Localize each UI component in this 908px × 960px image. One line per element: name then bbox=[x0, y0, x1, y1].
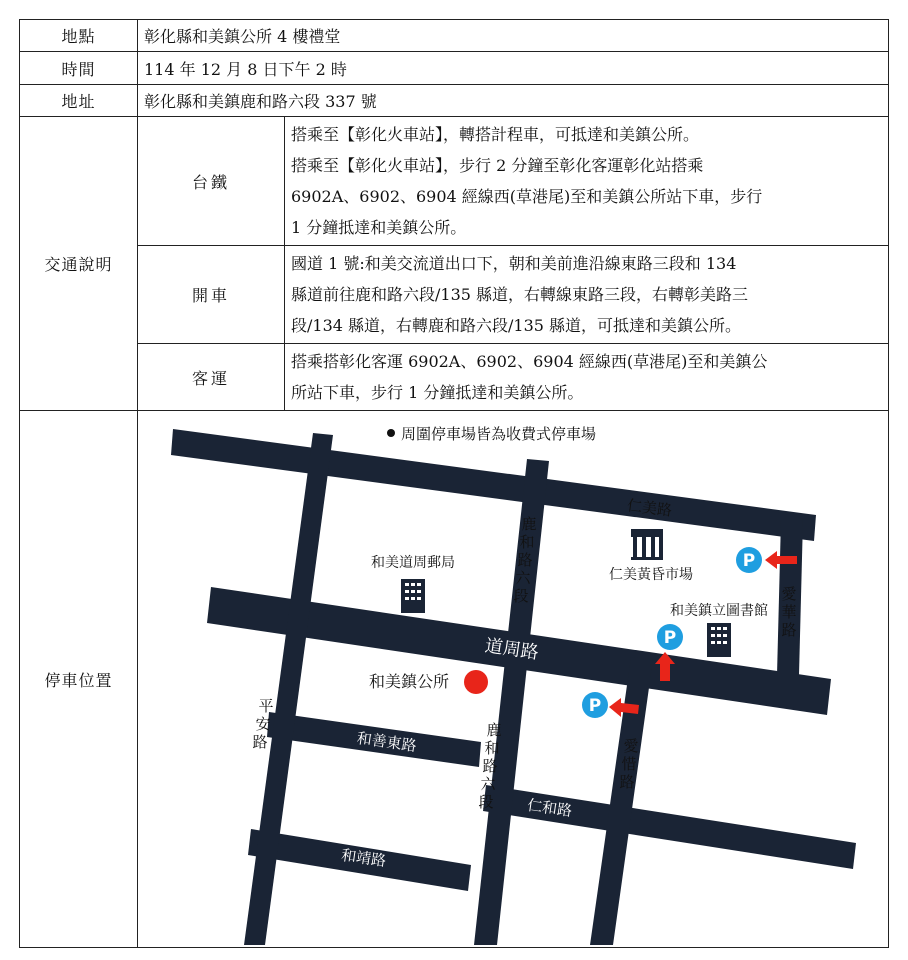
bus-description bbox=[285, 344, 889, 411]
market-label: 仁美黃昏市場 bbox=[609, 567, 693, 583]
svg-text:安: 安 bbox=[255, 715, 271, 733]
svg-text:路: 路 bbox=[781, 621, 797, 639]
parking-map-cell bbox=[138, 411, 889, 948]
svg-text:鹿: 鹿 bbox=[521, 515, 537, 533]
time-label: 時間 bbox=[20, 52, 138, 85]
road-label-heshan-east: 和善東路 bbox=[355, 728, 418, 756]
drive-line: 段/134 縣道，右轉鹿和路六段/135 縣道，可抵達和美鎮公所。 bbox=[291, 316, 742, 335]
bus-label: 客運 bbox=[138, 344, 285, 411]
drive-description bbox=[285, 246, 889, 344]
parking-map bbox=[138, 411, 888, 947]
svg-text:P: P bbox=[588, 696, 602, 716]
svg-text:華: 華 bbox=[781, 603, 797, 621]
rail-line: 6902A、6902、6904 經線西(草港尾)至和美鎮公所站下車，步行 bbox=[291, 187, 763, 206]
svg-text:愛: 愛 bbox=[781, 585, 797, 603]
location-value: 彰化縣和美鎮公所 4 樓禮堂 bbox=[138, 20, 889, 52]
road-renmei bbox=[171, 429, 816, 541]
road-luhe bbox=[474, 459, 549, 945]
svg-text:P: P bbox=[663, 628, 677, 648]
svg-text:惜: 惜 bbox=[621, 755, 637, 773]
road-label-renmei: 仁美路 bbox=[626, 496, 674, 520]
transport-label: 交通說明 bbox=[20, 117, 138, 411]
rail-line: 搭乘至【彰化火車站】，轉搭計程車，可抵達和美鎮公所。 bbox=[291, 125, 700, 144]
drive-line: 國道 1 號:和美交流道出口下，朝和美前進沿線東路三段和 134 bbox=[291, 254, 737, 273]
svg-text:和: 和 bbox=[519, 533, 535, 551]
svg-text:六: 六 bbox=[515, 569, 531, 587]
library-building-icon bbox=[707, 623, 731, 657]
svg-text:鹿: 鹿 bbox=[486, 721, 502, 739]
map-note: 周圍停車場皆為收費式停車場 bbox=[401, 425, 597, 443]
rail-description bbox=[285, 117, 889, 246]
svg-text:路: 路 bbox=[252, 733, 268, 751]
road-label-pingan bbox=[252, 697, 273, 751]
road-label-daozhou: 道周路 bbox=[483, 635, 540, 664]
rail-label: 台鐵 bbox=[138, 117, 285, 246]
svg-text:路: 路 bbox=[517, 551, 533, 569]
town-office-label: 和美鎮公所 bbox=[368, 672, 450, 691]
bus-line: 所站下車，步行 1 分鐘抵達和美鎮公所。 bbox=[291, 383, 584, 402]
svg-text:和: 和 bbox=[484, 739, 500, 757]
svg-text:段: 段 bbox=[513, 587, 529, 605]
post-office-label: 和美道周郵局 bbox=[371, 555, 455, 571]
location-label: 地點 bbox=[20, 20, 138, 52]
address-value: 彰化縣和美鎮鹿和路六段 337 號 bbox=[138, 85, 889, 117]
svg-text:段: 段 bbox=[478, 793, 494, 811]
svg-text:P: P bbox=[742, 551, 756, 571]
svg-text:路: 路 bbox=[619, 773, 635, 791]
event-info-table bbox=[19, 19, 889, 948]
road-label-aihua bbox=[781, 585, 796, 639]
town-office-marker-icon bbox=[464, 670, 488, 694]
bus-line: 搭乘搭彰化客運 6902A、6902、6904 經線西(草港尾)至和美鎮公 bbox=[291, 352, 768, 371]
address-label: 地址 bbox=[20, 85, 138, 117]
road-network bbox=[171, 429, 856, 945]
svg-text:路: 路 bbox=[482, 757, 498, 775]
road-pingan bbox=[244, 433, 333, 945]
drive-label: 開車 bbox=[138, 246, 285, 344]
road-label-renhe: 仁和路 bbox=[526, 796, 574, 821]
post-office-building-icon bbox=[401, 579, 425, 613]
svg-text:六: 六 bbox=[480, 775, 496, 793]
svg-text:平: 平 bbox=[258, 697, 274, 715]
note-bullet-icon bbox=[387, 429, 395, 437]
parking-label: 停車位置 bbox=[20, 411, 138, 948]
market-icon bbox=[631, 529, 663, 560]
rail-line: 搭乘至【彰化火車站】，步行 2 分鐘至彰化客運彰化站搭乘 bbox=[291, 156, 704, 175]
svg-text:愛: 愛 bbox=[623, 737, 639, 755]
library-label: 和美鎮立圖書館 bbox=[670, 603, 768, 619]
drive-line: 縣道前往鹿和路六段/135 縣道，右轉線東路三段，右轉彰美路三 bbox=[291, 285, 749, 304]
rail-line: 1 分鐘抵達和美鎮公所。 bbox=[291, 218, 467, 237]
time-value: 114 年 12 月 8 日下午 2 時 bbox=[138, 52, 889, 85]
road-label-hejing: 和靖路 bbox=[340, 846, 388, 871]
